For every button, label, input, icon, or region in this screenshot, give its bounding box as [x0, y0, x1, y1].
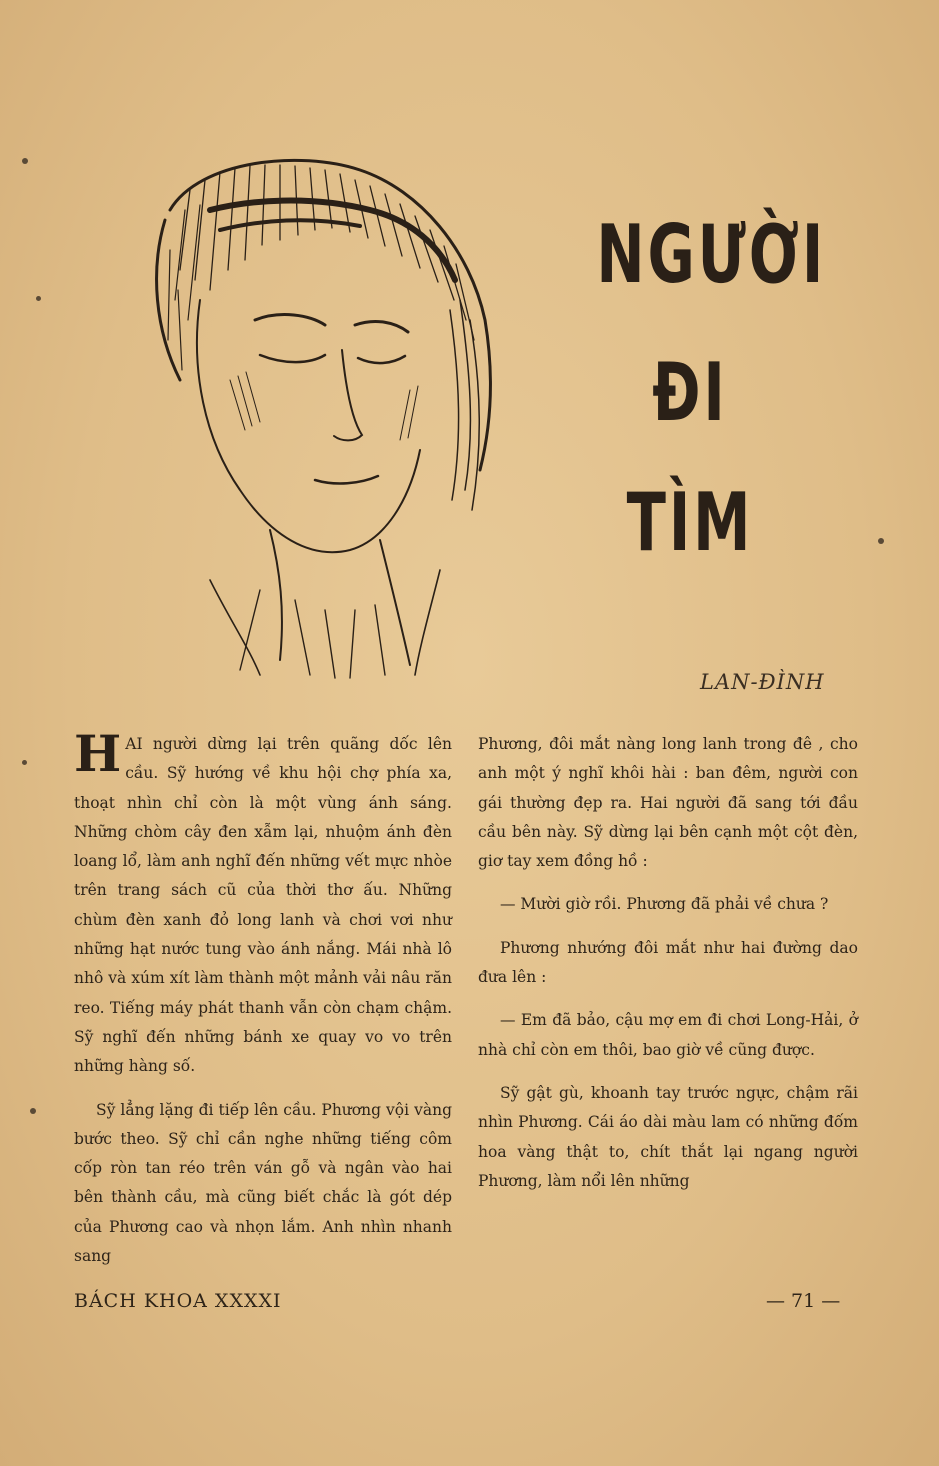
title-line-1: NGƯỜI: [596, 208, 827, 301]
paragraph: Sỹ lẳng lặng đi tiếp lên cầu. Phương vội vàng bước theo. Sỹ chỉ cần nghe những tiếng côm cốp ròn tan réo trên ván gỗ và ngân vào hai bên thành cầu, mà cũng biết chắc là gót dép của Phương cao và nhọn lắm. Anh nhìn nhanh sang: [74, 1100, 452, 1266]
paper-speck: [36, 296, 41, 301]
paper-speck: [878, 538, 884, 544]
page-number: — 71 —: [766, 1290, 841, 1312]
article-title: [560, 205, 827, 569]
paragraph: Phương, đôi mắt nàng long lanh trong đê , cho anh một ý nghĩ khôi hài : ban đêm, người con gái thường đẹp ra. Hai người đã sang tới đầu cầu bên này. Sỹ dừng lại bên cạnh một cột đèn, giơ tay xem đồng hồ :: [478, 735, 858, 871]
drop-cap: H: [74, 724, 122, 783]
head-sketch-illustration: [110, 150, 505, 680]
paragraph: [74, 724, 452, 1082]
paragraph: Phương nhướng đôi mắt như hai đường dao đưa lên :: [478, 938, 858, 987]
paper-speck: [30, 1108, 36, 1114]
magazine-footer: BÁCH KHOA XXXXI: [74, 1290, 282, 1312]
dialogue-paragraph: — Em đã bảo, cậu mợ em đi chơi Long-Hải, ở nhà chỉ còn em thôi, bao giờ về cũng được.: [478, 1011, 858, 1059]
title-line-3: TÌM: [626, 476, 754, 569]
title-line-2: ĐI: [652, 346, 728, 439]
paragraph: Sỹ gật gù, khoanh tay trước ngực, chậm rãi nhìn Phương. Cái áo dài màu lam có những đốm hoa vàng thật to, chít thắt lại ngang người Phương, làm nổi lên những: [478, 1083, 858, 1190]
right-column: [478, 730, 858, 1210]
dialogue-paragraph: — Mười giờ rồi. Phương đã phải về chưa ?: [500, 895, 829, 914]
left-column: [74, 724, 452, 1285]
paragraph-text: AI người dừng lại trên quãng dốc lên cầu. Sỹ hướng về khu hội chợ phía xa, thoạt nhìn chỉ còn là một vùng ánh sáng. Những chòm cây đen xẫm lại, nhuộm ánh đèn loang lổ, làm anh nghĩ đến những vết mực nhòe trên trang sách cũ của thời thơ ấu. Những chùm đèn xanh đỏ long lanh và chơi vơi như những hạt nước tung vào ánh nắng. Mái nhà lô nhô và xúm xít làm thành một mảnh vải nâu răn reo. Tiếng máy phát thanh vẫn còn chạm chậm. Sỹ nghĩ đến những bánh xe quay vo vo trên những hàng số.: [74, 735, 452, 1076]
paper-speck: [22, 158, 28, 164]
paper-speck: [22, 760, 27, 765]
author-byline: LAN-ĐÌNH: [700, 670, 825, 694]
